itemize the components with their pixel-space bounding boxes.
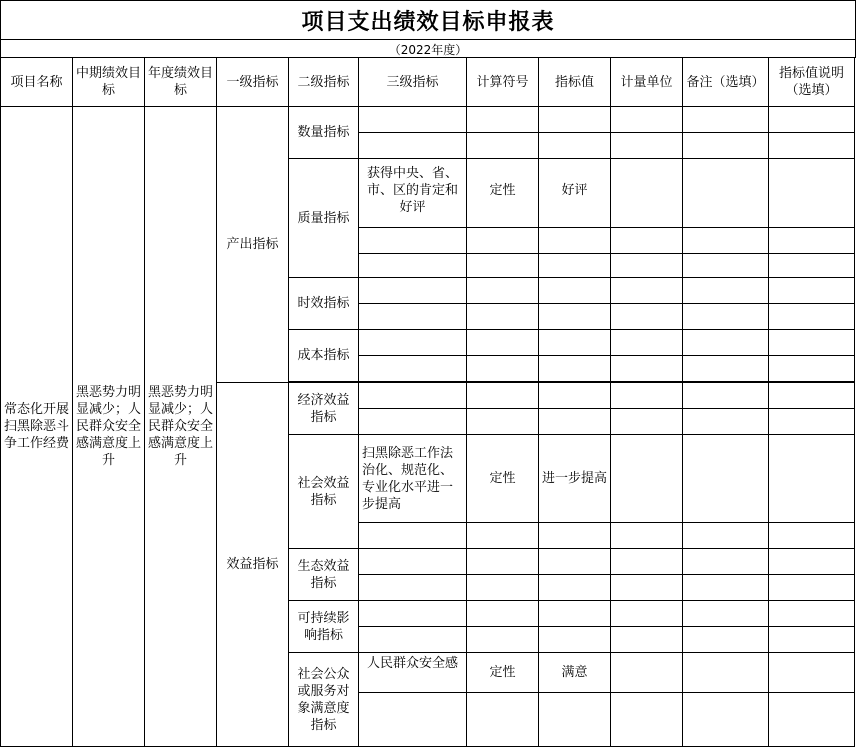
project-name-cell: 常态化开展扫黑除恶斗争工作经费	[1, 107, 73, 747]
header-annual-goal: 年度绩效目标	[145, 58, 217, 107]
satisfaction-value: 满意	[539, 653, 611, 693]
social-symbol: 定性	[467, 435, 539, 523]
header-unit: 计量单位	[611, 58, 683, 107]
level2-quality: 质量指标	[289, 159, 359, 278]
level2-social: 社会效益指标	[289, 435, 359, 549]
header-row	[1, 58, 855, 107]
level2-satisfaction: 社会公众或服务对象满意度指标	[289, 653, 359, 747]
form-title: 项目支出绩效目标申报表	[0, 0, 856, 39]
quality-value: 好评	[539, 159, 611, 228]
header-level1: 一级指标	[217, 58, 289, 107]
level2-economic: 经济效益指标	[289, 383, 359, 435]
level2-quantity: 数量指标	[289, 107, 359, 159]
header-project-name: 项目名称	[1, 58, 73, 107]
header-mid-goal: 中期绩效目标	[73, 58, 145, 107]
level2-ecological: 生态效益指标	[289, 549, 359, 601]
mid-goal-cell: 黑恶势力明显减少；人民群众安全感满意度上升	[73, 107, 145, 747]
header-remark: 备注（选填）	[683, 58, 769, 107]
header-value-desc: 指标值说明（选填）	[769, 58, 855, 107]
level1-benefit: 效益指标	[217, 383, 289, 747]
level2-timeliness: 时效指标	[289, 278, 359, 330]
social-level3: 扫黑除恶工作法治化、规范化、专业化水平进一步提高	[359, 435, 467, 523]
social-value: 进一步提高	[539, 435, 611, 523]
header-level2: 二级指标	[289, 58, 359, 107]
satisfaction-level3: 人民群众安全感	[359, 653, 467, 693]
header-level3: 三级指标	[359, 58, 467, 107]
annual-goal-cell: 黑恶势力明显减少；人民群众安全感满意度上升	[145, 107, 217, 747]
level1-output: 产出指标	[217, 107, 289, 383]
quality-symbol: 定性	[467, 159, 539, 228]
header-calc-symbol: 计算符号	[467, 58, 539, 107]
form-year: （2022年度）	[0, 39, 856, 58]
level2-sustainable: 可持续影响指标	[289, 601, 359, 653]
quality-level3: 获得中央、省、市、区的肯定和好评	[359, 159, 467, 228]
table-row	[1, 107, 855, 133]
satisfaction-symbol: 定性	[467, 653, 539, 693]
level2-cost: 成本指标	[289, 330, 359, 382]
goal-table	[0, 57, 855, 747]
header-indicator-value: 指标值	[539, 58, 611, 107]
